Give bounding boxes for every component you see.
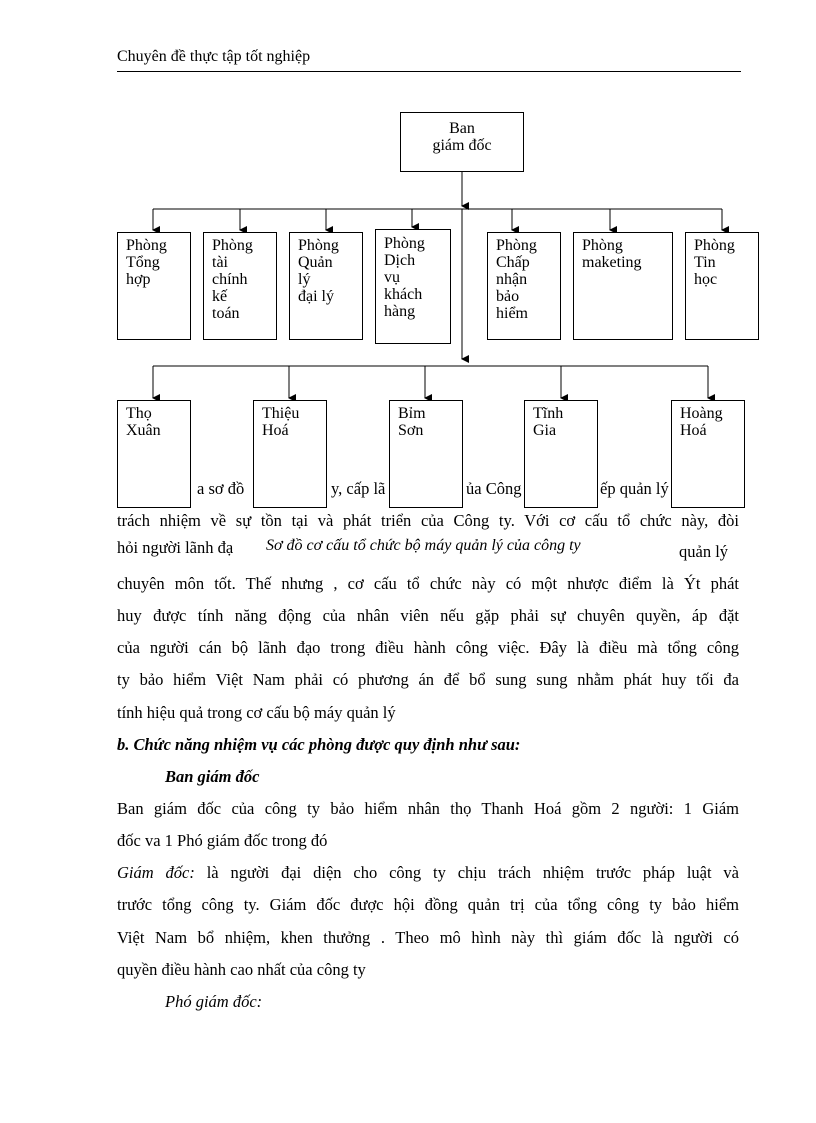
term-label: Phó giám đốc: (165, 992, 263, 1011)
text-fragment: a sơ đồ (197, 479, 245, 498)
term-text: là người đại diện cho công ty chịu trách nhiệm trước pháp luật và (194, 863, 740, 882)
text-fragment: ủa Công (466, 479, 522, 498)
org-chart-caption: Sơ đồ cơ cấu tổ chức bộ máy quản lý của công ty (266, 537, 581, 554)
org-box-department: Phòng Tin học (685, 232, 759, 340)
term-label: Giám đốc: (117, 863, 195, 882)
paragraph-line: trước tổng công ty. Giám đốc được hội đồng quản trị của tổng công ty bảo hiểm (117, 895, 739, 914)
section-heading: b. Chức năng nhiệm vụ các phòng được quy định như sau: (117, 735, 521, 754)
paragraph-line: ty bảo hiểm Việt Nam phải có phương án để bổ sung sung nhằm phát huy tối đa (117, 670, 739, 689)
paragraph-line: đốc va 1 Phó giám đốc trong đó (117, 831, 328, 850)
text-fragment: quản lý (679, 542, 729, 561)
org-box-branch: Thọ Xuân (117, 400, 191, 508)
paragraph-line: huy được tính năng động của nhân viên nếu gặp phải sự chuyên quyền, áp đặt (117, 606, 739, 625)
org-box-department: Phòng tài chính kế toán (203, 232, 277, 340)
org-box-branch: Tĩnh Gia (524, 400, 598, 508)
text-fragment: ếp quản lý (600, 479, 669, 498)
org-box-branch: Thiệu Hoá (253, 400, 327, 508)
paragraph-line: quyền điều hành cao nhất của công ty (117, 960, 366, 979)
paragraph-line: tính hiệu quả trong cơ cấu bộ máy quản lý (117, 703, 396, 722)
text-fragment: hỏi người lãnh đạ (117, 538, 234, 557)
org-box-department: Phòng Tổng hợp (117, 232, 191, 340)
text-fragment: y, cấp lã (331, 479, 386, 498)
paragraph-line: của người cán bộ lãnh đạo trong điều hành công việc. Đây là điều mà tổng công (117, 638, 739, 657)
org-box-department: Phòng Chấp nhận bảo hiểm (487, 232, 561, 340)
page-header: Chuyên đề thực tập tốt nghiệp (117, 48, 311, 65)
paragraph-line: Ban giám đốc của công ty bảo hiểm nhân thọ Thanh Hoá gồm 2 người: 1 Giám (117, 799, 739, 818)
paragraph-line (117, 862, 739, 884)
org-box-ban-giam-doc: Ban giám đốc (400, 112, 524, 172)
paragraph-line: Việt Nam bổ nhiệm, khen thưởng . Theo mô hình này thì giám đốc là người có (117, 928, 739, 947)
org-box-branch: Hoàng Hoá (671, 400, 745, 508)
org-box-branch: Bỉm Sơn (389, 400, 463, 508)
org-box-department: Phòng Dịch vụ khách hàng (375, 229, 451, 344)
paragraph-line: trách nhiệm về sự tồn tại và phát triển của Công ty. Với cơ cấu tổ chức này, đòi (117, 511, 739, 530)
org-box-department: Phòng maketing (573, 232, 673, 340)
org-box-department: Phòng Quản lý đại lý (289, 232, 363, 340)
paragraph-line: chuyên môn tốt. Thế nhưng , cơ cấu tổ chức này có một nhược điểm là Ýt phát (117, 574, 739, 593)
subsection-heading: Ban giám đốc (165, 767, 260, 786)
